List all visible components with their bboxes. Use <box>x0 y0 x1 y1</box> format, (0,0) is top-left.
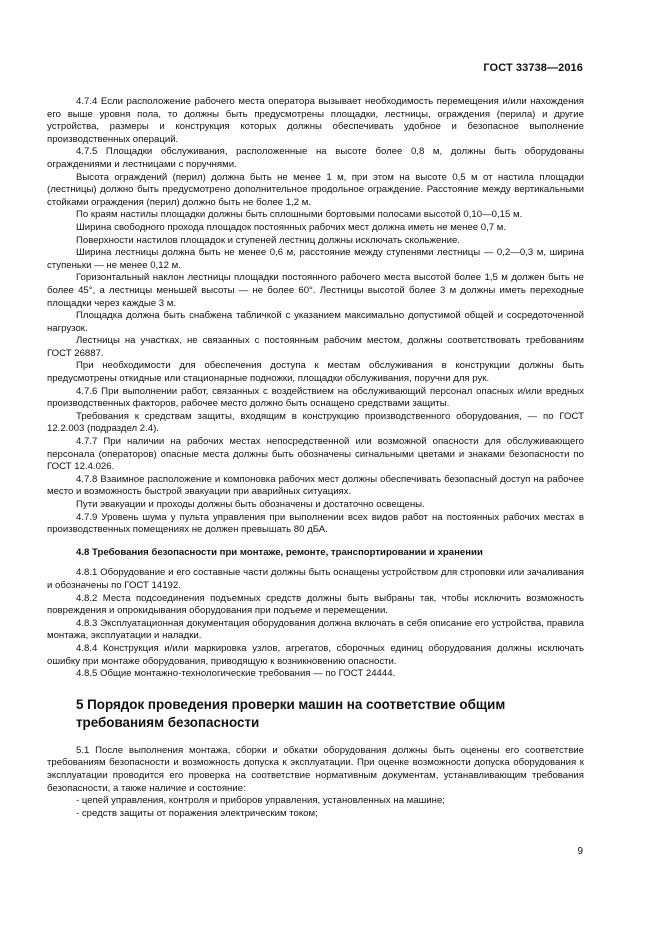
paragraph: Высота ограждений (перил) должна быть не менее 1 м, при этом на высоте 0,5 м от настила площадки (лестницы) должно быть предусмотрено дополнительное продольное ограждение. Расстояние между вертикальными стойками ограждения (перил) должно быть не более 1,2 м. <box>47 171 584 208</box>
paragraph: Горизонтальный наклон лестницы площадки постоянного рабочего места высотой более 1,5 м должен быть не более 45°, а лестницы меньшей высоты — не более 60°. Лестницы высотой более 3 м должны иметь переходные площадки через каждые 3 м. <box>47 272 584 309</box>
paragraph: Площадка должна быть снабжена табличкой с указанием максимально допустимой общей и сосредоточенной нагрузок. <box>47 310 584 334</box>
list-item: - цепей управления, контроля и приборов управления, установленных на машине; <box>76 795 445 807</box>
paragraph: Лестницы на участках, не связанных с постоянным рабочим местом, должны соответствовать требованиям ГОСТ 26887. <box>47 335 584 359</box>
paragraph: 4.7.7 При наличии на рабочих местах непосредственной или возможной опасности для обслуживающего персонала (операторов) опасные места должны быть обозначены сигнальными цветами и знаками безопасности по ГОСТ 12.4.026. <box>47 436 584 473</box>
paragraph: Ширина лестницы должна быть не менее 0,6 м, расстояние между ступенями лестницы — 0,2—0,3 м, ширина ступеньки — не менее 0,12 м. <box>47 247 584 271</box>
requirements-list <box>47 795 584 820</box>
section-5-heading-line1: 5 Порядок проведения проверки машин на соответствие общим <box>76 696 506 712</box>
section-5-heading-line2: требованиям безопасности <box>76 714 260 730</box>
paragraph: Требования к средствам защиты, входящим в конструкцию производственного оборудования, — по ГОСТ 12.2.003 (подраздел 2.4). <box>47 410 584 435</box>
paragraph: 4.7.4 Если расположение рабочего места оператора вызывает необходимость перемещения и/или нахождения его выше уровня пола, то должны быть предусмотрены площадки, лестницы, ограждения (перила) и другие устройства, размеры и конструкция которых должны обеспечивать удобное и безопасное выполнение производственных операций. <box>47 96 584 145</box>
section-4-8-heading: 4.8 Требования безопасности при монтаже, ремонте, транспортировании и хранении <box>76 546 483 558</box>
section-5-heading <box>76 696 584 732</box>
paragraph: 4.8.1 Оборудование и его составные части должны быть оснащены устройством для строповки или зачаливания и обозначены по ГОСТ 14192. <box>47 567 584 591</box>
paragraph: Ширина свободного прохода площадок постоянных рабочих мест должна иметь не менее 0,7 м. <box>76 221 507 233</box>
paragraph: 4.7.5 Площадки обслуживания, расположенные на высоте более 0,8 м, должны быть оборудованы ограждениями и лестницами с поручнями. <box>47 146 584 170</box>
paragraph: 4.8.2 Места подсоединения подъемных средств должны быть выбраны так, чтобы исключить возможность повреждения и опрокидывания оборудования при подъеме и перемещении. <box>47 592 584 617</box>
paragraph: 5.1 После выполнения монтажа, сборки и обкатки оборудования должны быть оценены его соответствие требованиям безопасности и возможность допуска к эксплуатации. При оценке возможности допуска оборудования к эксплуатации проводится его проверка на соответствие нормативным документам, устанавливающим требования безопасности, а также наличие и состояние: <box>47 744 584 794</box>
paragraph: 4.7.8 Взаимное расположение и компоновка рабочих мест должны обеспечивать безопасный доступ на рабочее место и возможность быстрой эвакуации при аварийных ситуациях. <box>47 473 584 498</box>
document-body <box>47 96 584 820</box>
page-header: ГОСТ 33738—2016 <box>483 62 583 74</box>
paragraph: 4.8.5 Общие монтажно-технологические требования — по ГОСТ 24444. <box>76 668 396 680</box>
paragraph: По краям настилы площадки должны быть сплошными бортовыми полосами высотой 0,10—0,15 м. <box>76 209 523 221</box>
page-number: 9 <box>577 846 583 857</box>
paragraph: При необходимости для обеспечения доступа к местам обслуживания в конструкции должны быть предусмотрены откидные или стационарные подножки, площадки обслуживания, поручни для рук. <box>47 360 584 385</box>
paragraph: 4.8.4 Конструкция и/или маркировка узлов, агрегатов, сборочных единиц оборудования должны исключать ошибку при монтаже оборудования, приводящую к возникновению опасности. <box>47 642 584 667</box>
paragraph: 4.7.6 При выполнении работ, связанных с воздействием на обслуживающий персонал опасных и/или вредных производственных факторов, рабочее место должно быть оснащено средствами защиты. <box>47 385 584 410</box>
paragraph: Поверхности настилов площадок и ступеней лестниц должны исключать скольжение. <box>76 234 460 246</box>
paragraph: Пути эвакуации и проходы должны быть обозначены и достаточно освещены. <box>76 499 425 510</box>
list-item: - средств защиты от поражения электрическим током; <box>76 807 318 819</box>
paragraph: 4.7.9 Уровень шума у пульта управления при выполнении всех видов работ на постоянных рабочих местах в производственных помещениях не должен превышать 80 дБА. <box>47 511 584 536</box>
paragraph: 4.8.3 Эксплуатационная документация оборудования должна включать в себя описание его устройства, правила монтажа, эксплуатации и наладки. <box>47 617 584 642</box>
